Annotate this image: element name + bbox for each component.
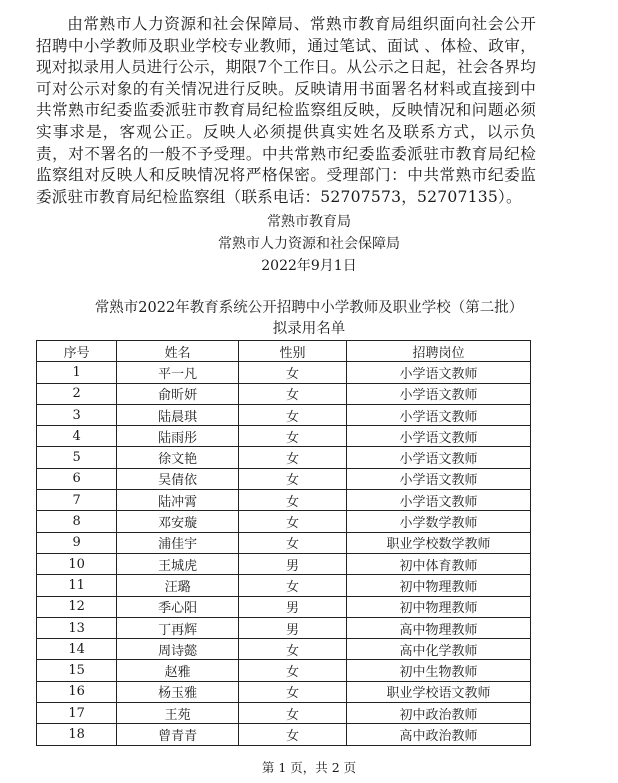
cell-position: 小学语文教师 <box>346 447 530 468</box>
cell-index: 10 <box>37 553 117 574</box>
table-row <box>37 511 531 532</box>
cell-name: 陆雨彤 <box>117 426 239 447</box>
cell-name: 吴倩依 <box>117 468 239 489</box>
cell-position: 小学语文教师 <box>346 468 530 489</box>
cell-index: 13 <box>37 617 117 638</box>
page-number: 第 1 页，共 2 页 <box>261 760 357 775</box>
cell-index: 9 <box>37 532 117 553</box>
table-row <box>37 383 531 404</box>
cell-name: 浦佳宇 <box>117 532 239 553</box>
table-row <box>37 404 531 425</box>
cell-name: 季心阳 <box>117 596 239 617</box>
table-row <box>37 575 531 596</box>
cell-gender: 女 <box>239 660 347 681</box>
cell-index: 12 <box>37 596 117 617</box>
cell-index: 5 <box>37 447 117 468</box>
cell-name: 杨玉雅 <box>117 681 239 702</box>
cell-index: 11 <box>37 575 117 596</box>
cell-position: 职业学校数学教师 <box>346 532 530 553</box>
list-title: 常熟市2022年教育系统公开招聘中小学教师及职业学校（第二批） <box>94 300 524 316</box>
cell-index: 1 <box>37 362 117 383</box>
table-row <box>37 660 531 681</box>
header-position: 招聘岗位 <box>346 341 530 362</box>
cell-position: 小学语文教师 <box>346 404 530 425</box>
cell-name: 陆晨琪 <box>117 404 239 425</box>
cell-position: 高中化学教师 <box>346 639 530 660</box>
table-row <box>37 703 531 724</box>
cell-gender: 女 <box>239 490 347 511</box>
cell-index: 4 <box>37 426 117 447</box>
cell-gender: 女 <box>239 639 347 660</box>
cell-name: 王苑 <box>117 703 239 724</box>
cell-name: 陆冲霄 <box>117 490 239 511</box>
cell-index: 7 <box>37 490 117 511</box>
cell-index: 15 <box>37 660 117 681</box>
cell-gender: 男 <box>239 617 347 638</box>
cell-gender: 女 <box>239 681 347 702</box>
cell-position: 高中政治教师 <box>346 724 530 745</box>
cell-name: 邓安璇 <box>117 511 239 532</box>
table-row <box>37 426 531 447</box>
cell-index: 3 <box>37 404 117 425</box>
cell-gender: 女 <box>239 511 347 532</box>
cell-name: 平一凡 <box>117 362 239 383</box>
table-row <box>37 468 531 489</box>
cell-gender: 女 <box>239 724 347 745</box>
table-row <box>37 639 531 660</box>
cell-gender: 女 <box>239 468 347 489</box>
cell-name: 王城虎 <box>117 553 239 574</box>
cell-index: 17 <box>37 703 117 724</box>
cell-index: 16 <box>37 681 117 702</box>
cell-position: 小学语文教师 <box>346 490 530 511</box>
cell-position: 职业学校语文教师 <box>346 681 530 702</box>
candidate-table <box>36 340 531 746</box>
cell-name: 徐文艳 <box>117 447 239 468</box>
cell-position: 初中物理教师 <box>346 596 530 617</box>
cell-gender: 男 <box>239 553 347 574</box>
cell-name: 俞昕妍 <box>117 383 239 404</box>
cell-index: 18 <box>37 724 117 745</box>
issuer-hr-bureau: 常熟市人力资源和社会保障局 <box>218 236 400 252</box>
cell-gender: 女 <box>239 532 347 553</box>
cell-name: 赵雅 <box>117 660 239 681</box>
cell-gender: 女 <box>239 703 347 724</box>
table-row <box>37 617 531 638</box>
header-name: 姓名 <box>117 341 239 362</box>
table-row <box>37 532 531 553</box>
cell-position: 小学语文教师 <box>346 426 530 447</box>
cell-position: 小学数学教师 <box>346 511 530 532</box>
cell-gender: 女 <box>239 426 347 447</box>
table-header-row <box>37 341 531 362</box>
table-row <box>37 490 531 511</box>
cell-gender: 女 <box>239 404 347 425</box>
table-row <box>37 724 531 745</box>
table-row <box>37 553 531 574</box>
cell-position: 小学语文教师 <box>346 383 530 404</box>
cell-name: 曾青青 <box>117 724 239 745</box>
cell-name: 周诗懿 <box>117 639 239 660</box>
cell-name: 丁再辉 <box>117 617 239 638</box>
cell-gender: 女 <box>239 383 347 404</box>
table-row <box>37 447 531 468</box>
cell-index: 6 <box>37 468 117 489</box>
list-subtitle: 拟录用名单 <box>272 321 346 337</box>
header-index: 序号 <box>37 341 117 362</box>
cell-position: 高中物理教师 <box>346 617 530 638</box>
cell-position: 小学语文教师 <box>346 362 530 383</box>
table-row <box>37 596 531 617</box>
cell-gender: 女 <box>239 575 347 596</box>
table-row <box>37 681 531 702</box>
cell-gender: 女 <box>239 447 347 468</box>
cell-index: 8 <box>37 511 117 532</box>
cell-name: 汪璐 <box>117 575 239 596</box>
issuer-education-bureau: 常熟市教育局 <box>267 214 351 230</box>
header-gender: 性别 <box>239 341 347 362</box>
cell-position: 初中政治教师 <box>346 703 530 724</box>
cell-position: 初中体育教师 <box>346 553 530 574</box>
notice-paragraph: 由常熟市人力资源和社会保障局、常熟市教育局组织面向社会公开招聘中小学教师及职业学校专业教师，通过笔试、面试 、体检、政审，现对拟录用人员进行公示，期限7个工作日。从公示之日起，社会各界均可对公示对象的有关情况进行反映。反映请用书面署名材料或直接到中共常熟市纪委监委派驻市教育局纪检监察组反映，反映情况和问题必须实事求是，客观公正。反映人必须提供真实姓名及联系方式，以示负责，对不署名的一般不予受理。中共常熟市纪委监委派驻市教育局纪检监察组对反映人和反映情况将严格保密。受理部门：中共常熟市纪委监委派驻市教育局纪检监察组（联系电话：52707573，52707135）。 <box>36 15 536 206</box>
cell-index: 2 <box>37 383 117 404</box>
table-row <box>37 362 531 383</box>
cell-index: 14 <box>37 639 117 660</box>
cell-gender: 女 <box>239 362 347 383</box>
cell-position: 初中物理教师 <box>346 575 530 596</box>
cell-position: 初中生物教师 <box>346 660 530 681</box>
issue-date: 2022年9月1日 <box>261 258 357 274</box>
cell-gender: 男 <box>239 596 347 617</box>
